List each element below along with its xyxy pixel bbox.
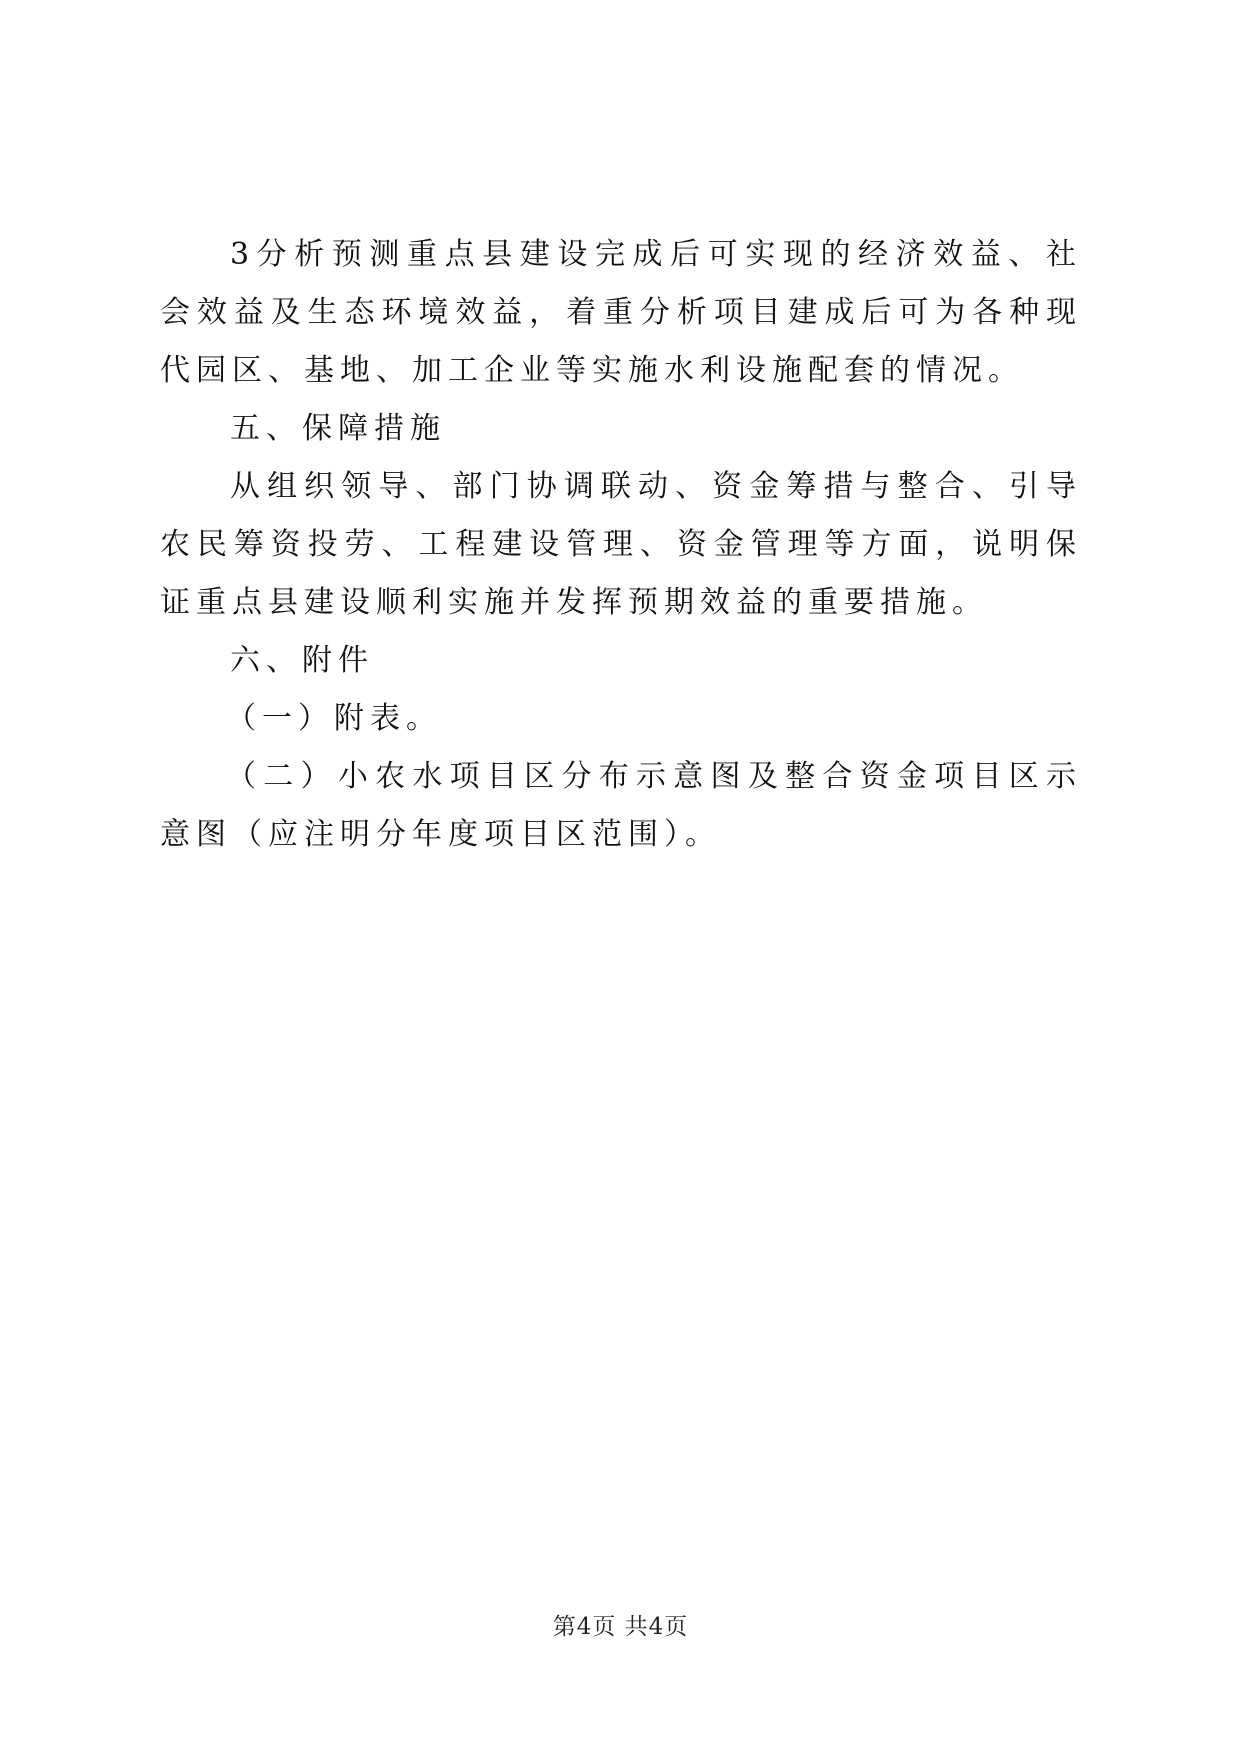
paragraph-benefit-analysis: 3分析预测重点县建设完成后可实现的经济效益、社会效益及生态环境效益，着重分析项目建成后可为各种现代园区、基地、加工企业等实施水利设施配套的情况。 (160, 237, 1082, 388)
attachment-item-maps: （二）小农水项目区分布示意图及整合资金项目区示意图（应注明分年度项目区范围）。 (160, 759, 1082, 852)
page-number-footer: 第4页 共4页 (552, 1614, 689, 1640)
section-heading-safeguards: 五、保障措施 (230, 411, 446, 446)
attachment-item-tables: （一）附表。 (226, 701, 442, 736)
document-body (160, 226, 1082, 864)
section-heading-attachments: 六、附件 (230, 643, 374, 678)
paragraph-safeguard-measures: 从组织领导、部门协调联动、资金筹措与整合、引导农民筹资投劳、工程建设管理、资金管理等方面，说明保证重点县建设顺利实施并发挥预期效益的重要措施。 (160, 469, 1082, 620)
